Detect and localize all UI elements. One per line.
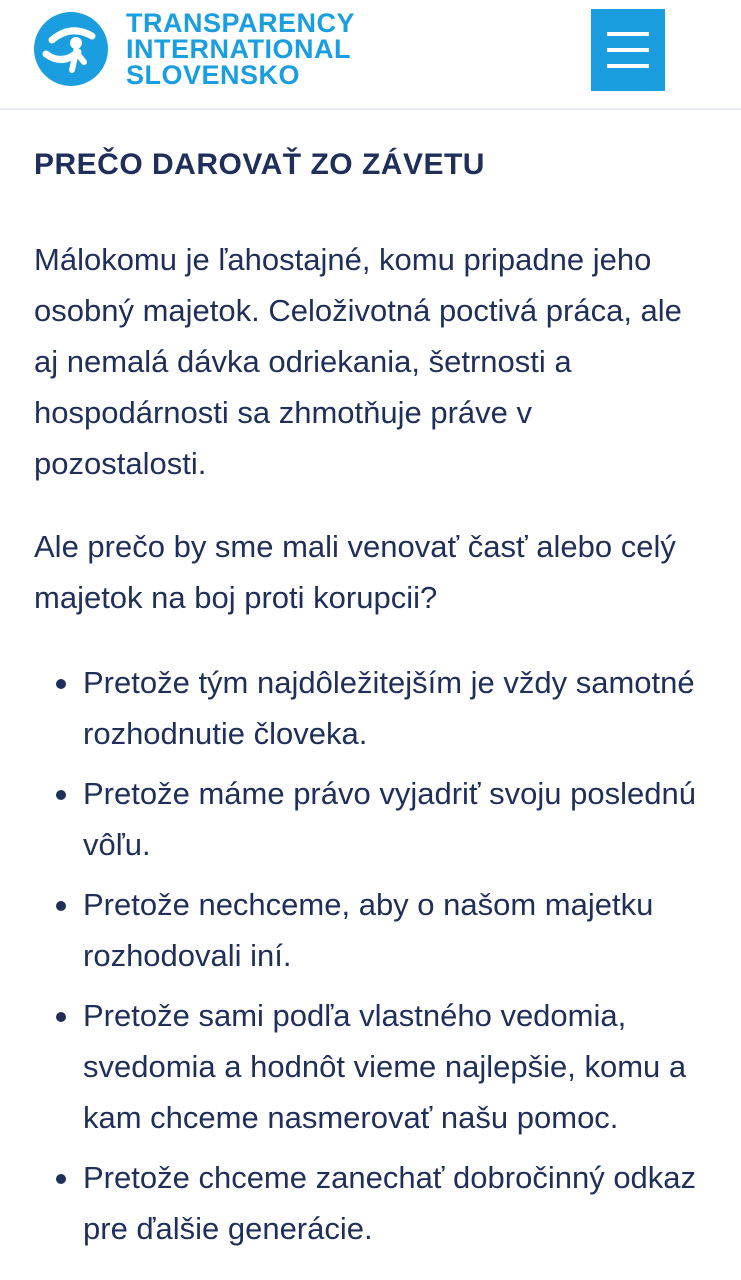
article-content (0, 110, 741, 1254)
site-header (0, 0, 741, 110)
logo-line: INTERNATIONAL (126, 34, 351, 64)
logo-line: SLOVENSKO (126, 60, 301, 90)
site-logo[interactable] (32, 10, 355, 88)
reasons-list (34, 657, 707, 1254)
list-item: Pretože nechceme, aby o našom majetku rozhodovali iní. (83, 879, 707, 981)
page-title: PREČO DAROVAŤ ZO ZÁVETU (34, 148, 485, 181)
list-item: Pretože sami podľa vlastného vedomia, svedomia a hodnôt vieme najlepšie, komu a kam chceme nasmerovať našu pomoc. (83, 990, 707, 1143)
menu-bar (607, 64, 649, 68)
transparency-logo-icon (32, 10, 110, 88)
intro-paragraph: Málokomu je ľahostajné, komu pripadne jeho osobný majetok. Celoživotná poctivá práca, ale aj nemalá dávka odriekania, šetrnosti a hospodárnosti sa zhmotňuje práve v pozostalosti. (34, 242, 682, 481)
list-item: Pretože máme právo vyjadriť svoju poslednú vôľu. (83, 768, 707, 870)
logo-line: TRANSPARENCY (126, 8, 356, 38)
menu-bar (607, 48, 649, 52)
logo-wordmark (126, 10, 355, 88)
list-item: Pretože tým najdôležitejším je vždy samotné rozhodnutie človeka. (83, 657, 707, 759)
menu-bar (607, 32, 649, 36)
question-paragraph: Ale prečo by sme mali venovať časť alebo celý majetok na boj proti korupcii? (34, 529, 676, 615)
hamburger-menu-button[interactable] (591, 9, 665, 91)
list-item: Pretože chceme zanechať dobročinný odkaz pre ďalšie generácie. (83, 1152, 707, 1254)
